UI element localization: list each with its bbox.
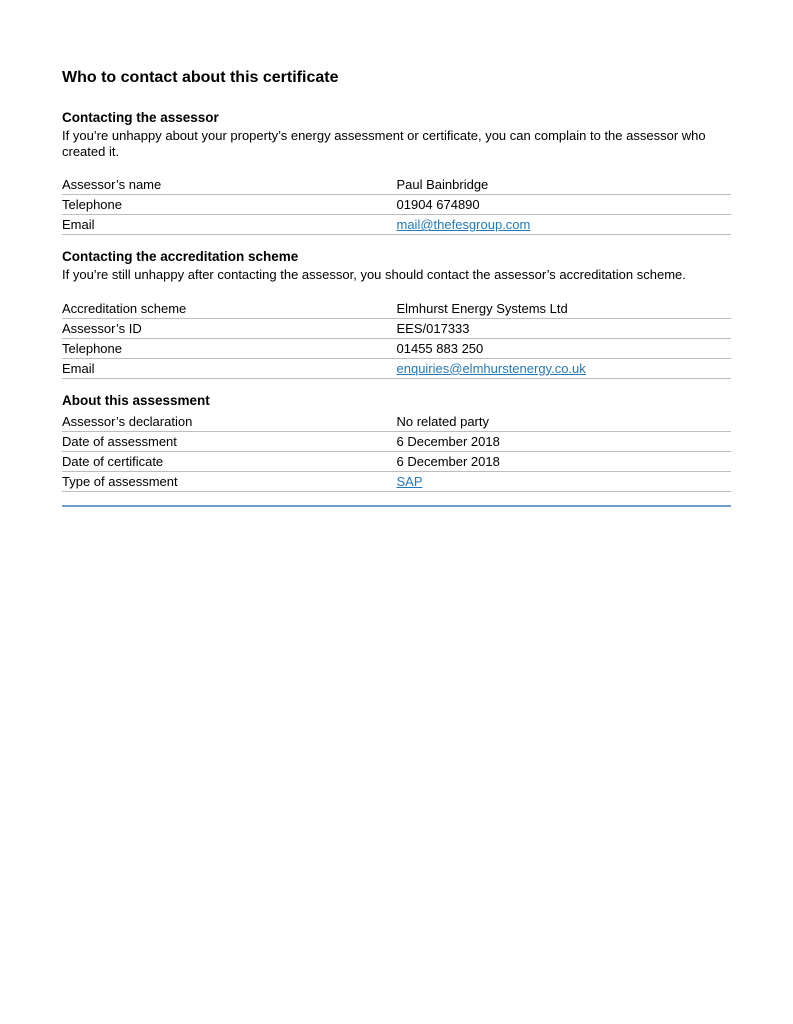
table-row-assessor-id xyxy=(62,318,731,338)
row-label: Accreditation scheme xyxy=(62,299,397,319)
row-label: Assessor’s name xyxy=(62,175,397,195)
row-value: 01904 674890 xyxy=(397,195,732,215)
accreditation-email-link[interactable]: enquiries@elmhurstenergy.co.uk xyxy=(396,360,586,376)
row-label: Telephone xyxy=(62,195,397,215)
about-assessment-table xyxy=(62,412,731,492)
section-heading-accreditation-scheme: Contacting the accreditation scheme xyxy=(62,249,299,265)
row-label: Email xyxy=(62,358,397,378)
table-row-date-of-certificate xyxy=(62,451,731,471)
row-value: No related party xyxy=(397,412,732,432)
table-row-accreditation-scheme xyxy=(62,299,731,319)
row-value: EES/017333 xyxy=(397,318,732,338)
accreditation-scheme-table xyxy=(62,299,731,379)
section-description-contacting-assessor: If you’re unhappy about your property’s energy assessment or certificate, you can complain to the assessor who created it. xyxy=(62,128,706,159)
assessor-email-link[interactable]: mail@thefesgroup.com xyxy=(396,217,531,233)
table-row-assessor-declaration xyxy=(62,412,731,432)
assessor-contact-table xyxy=(62,175,731,235)
row-value: 01455 883 250 xyxy=(397,338,732,358)
section-heading-contacting-assessor: Contacting the assessor xyxy=(62,110,219,125)
table-row-assessor-telephone xyxy=(62,195,731,215)
section-description-accreditation-scheme: If you’re still unhappy after contacting the assessor, you should contact the assessor’s accreditation scheme. xyxy=(62,267,686,283)
section-about-assessment xyxy=(62,393,731,492)
table-row-assessor-email xyxy=(62,215,731,235)
row-value: 6 December 2018 xyxy=(397,451,732,471)
table-row-scheme-telephone xyxy=(62,338,731,358)
row-value xyxy=(397,358,732,378)
row-value xyxy=(397,215,732,235)
certificate-contact-page xyxy=(0,0,793,507)
assessment-type-link[interactable]: SAP xyxy=(396,473,423,489)
section-contacting-accreditation-scheme xyxy=(62,249,731,379)
row-value: 6 December 2018 xyxy=(397,431,732,451)
row-label: Email xyxy=(62,215,397,235)
row-label: Assessor’s declaration xyxy=(62,412,397,432)
table-row-type-of-assessment xyxy=(62,471,731,491)
table-row-scheme-email xyxy=(62,358,731,378)
row-label: Date of assessment xyxy=(62,431,397,451)
table-row-date-of-assessment xyxy=(62,431,731,451)
section-contacting-assessor xyxy=(62,110,731,235)
row-label: Type of assessment xyxy=(62,471,397,491)
row-label: Date of certificate xyxy=(62,451,397,471)
bottom-divider xyxy=(62,505,731,507)
row-value xyxy=(397,471,732,491)
section-heading-about-assessment: About this assessment xyxy=(62,392,210,408)
row-label: Telephone xyxy=(62,338,397,358)
row-label: Assessor’s ID xyxy=(62,318,397,338)
page-title: Who to contact about this certificate xyxy=(62,69,339,86)
row-value: Paul Bainbridge xyxy=(397,175,732,195)
row-value: Elmhurst Energy Systems Ltd xyxy=(397,299,732,319)
table-row-assessor-name xyxy=(62,175,731,195)
